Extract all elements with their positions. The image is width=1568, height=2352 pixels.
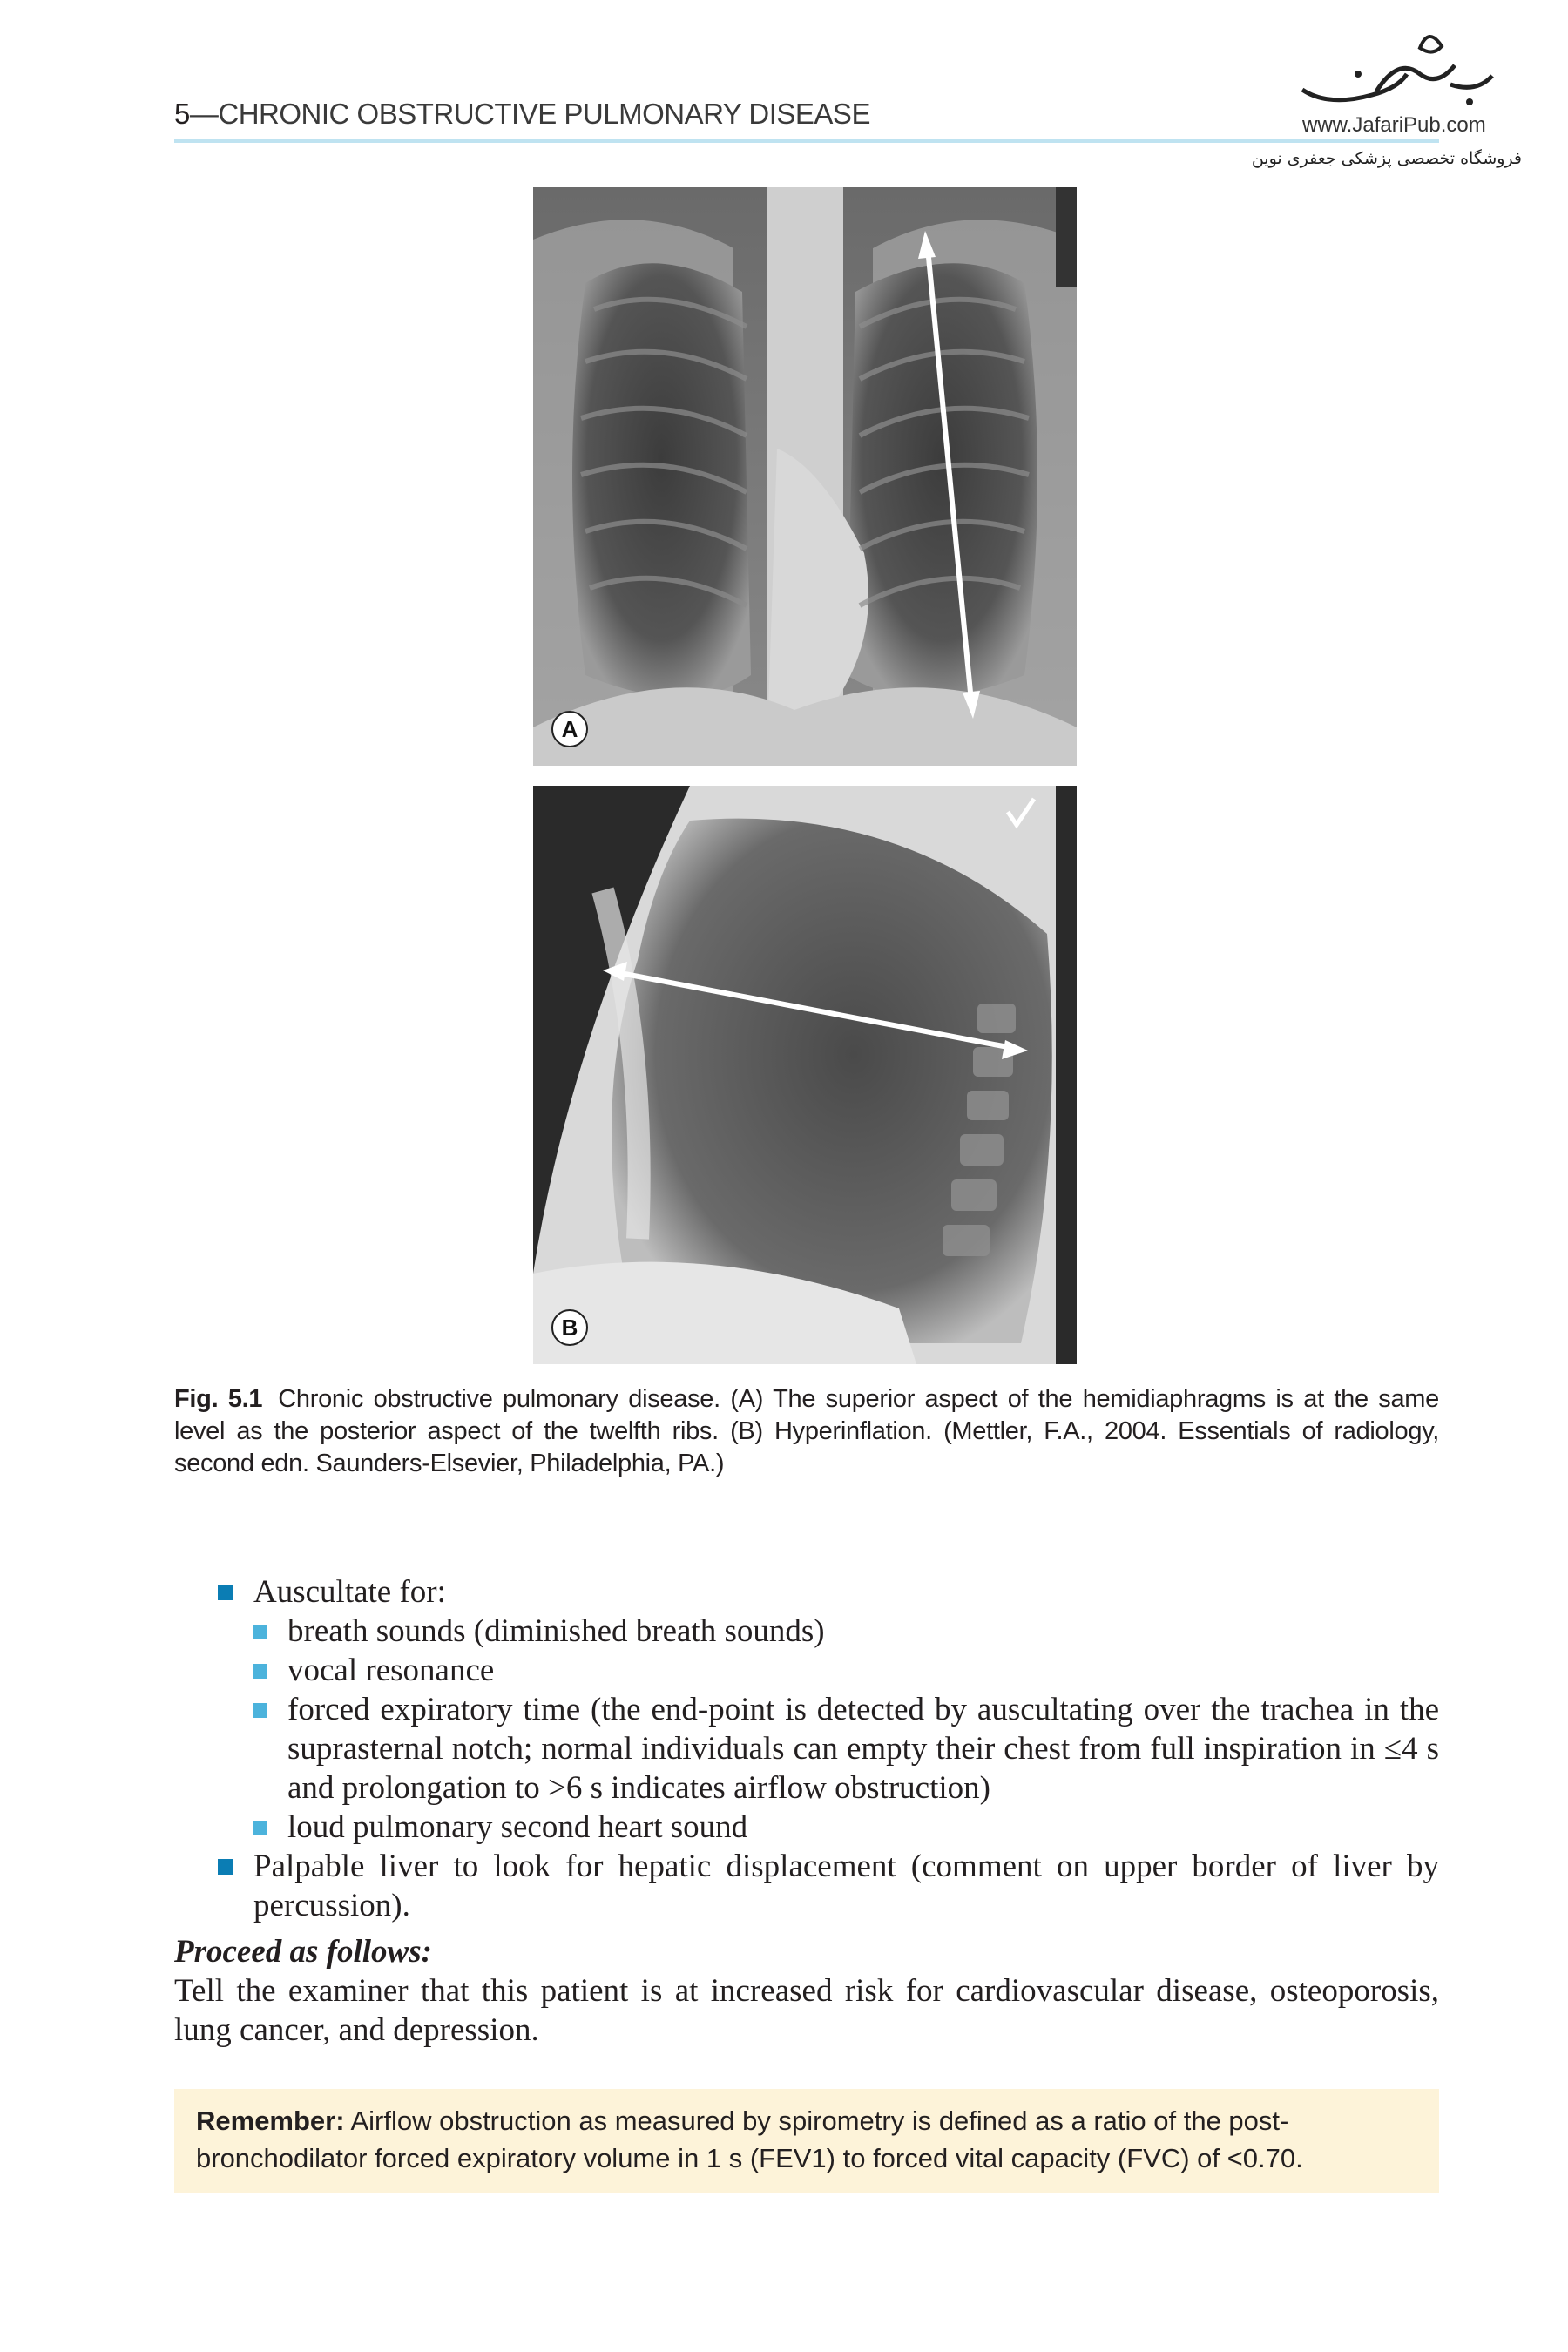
figure-caption <box>174 1383 1439 1480</box>
square-bullet-icon <box>253 1703 267 1718</box>
chapter-number: 5 <box>174 98 190 130</box>
xray-panel-a <box>533 187 1077 766</box>
sub-list-item <box>251 1612 1439 1651</box>
sub-list-item-text: loud pulmonary second heart sound <box>287 1809 748 1845</box>
square-bullet-icon <box>218 1585 233 1600</box>
chest-xray-lateral-image <box>533 786 1077 1364</box>
panel-a-label: A <box>561 716 578 742</box>
publisher-watermark <box>1251 22 1529 174</box>
remember-text: Airflow obstruction as measured by spirometry is defined as a ratio of the post-bronchodilator forced expiratory volume in 1 s (FEV1) to forced vital capacity (FVC) of <0.70. <box>196 2105 1303 2173</box>
list-item <box>216 1847 1439 1925</box>
figure-caption-text: Chronic obstructive pulmonary disease. (A) The superior aspect of the hemidiaphragms is at the same level as the posterior aspect of the twelfth ribs. (B) Hyperinflation. (Mettler, F.A., 2004. Essentials of radiology, second edn. Saunders-Elsevier, Philadelphia, PA.) <box>174 1385 1439 1477</box>
list-item <box>216 1572 1439 1612</box>
remember-paragraph <box>174 2089 1439 2177</box>
publisher-logo-icon <box>1267 22 1529 118</box>
square-bullet-icon <box>253 1664 267 1679</box>
figure-label: Fig. 5.1 <box>174 1385 263 1413</box>
list-item-text: Palpable liver to look for hepatic displacement (comment on upper border of liver by percussion). <box>253 1848 1439 1923</box>
proceed-section <box>174 1932 1439 2050</box>
watermark-shop-name: فروشگاه تخصصی پزشکی جعفری نوین <box>1251 149 1522 168</box>
header-separator: — <box>189 98 219 130</box>
sub-list-item-text: vocal resonance <box>287 1652 495 1688</box>
running-head <box>174 98 1437 131</box>
proceed-heading: Proceed as follows: <box>174 1934 432 1970</box>
watermark-url: www.JafariPub.com <box>1302 113 1486 137</box>
sub-list-item-text: breath sounds (diminished breath sounds) <box>287 1613 825 1649</box>
chest-xray-frontal-image <box>533 187 1077 766</box>
sub-list-item-text: forced expiratory time (the end-point is detected by auscultating over the trachea in the suprasternal notch; normal individuals can empty their chest from full inspiration in ≤4 s and prolongation to >6 s indicates airflow obstruction) <box>287 1692 1439 1806</box>
panel-b-label: B <box>561 1315 578 1341</box>
square-bullet-icon <box>253 1821 267 1835</box>
xray-panel-b <box>533 786 1077 1364</box>
examination-list <box>216 1572 1439 1925</box>
list-item-text: Auscultate for: <box>253 1574 446 1610</box>
square-bullet-icon <box>218 1859 233 1875</box>
remember-label: Remember: <box>196 2105 345 2136</box>
chapter-title: CHRONIC OBSTRUCTIVE PULMONARY DISEASE <box>218 98 870 130</box>
remember-box <box>174 2089 1439 2193</box>
proceed-text: Tell the examiner that this patient is at increased risk for cardiovascular disease, osteoporosis, lung cancer, and depression. <box>174 1973 1439 2048</box>
sub-list-item <box>251 1690 1439 1808</box>
header-rule <box>174 139 1439 143</box>
sub-list-item <box>251 1808 1439 1847</box>
square-bullet-icon <box>253 1625 267 1639</box>
sub-list-item <box>251 1651 1439 1690</box>
